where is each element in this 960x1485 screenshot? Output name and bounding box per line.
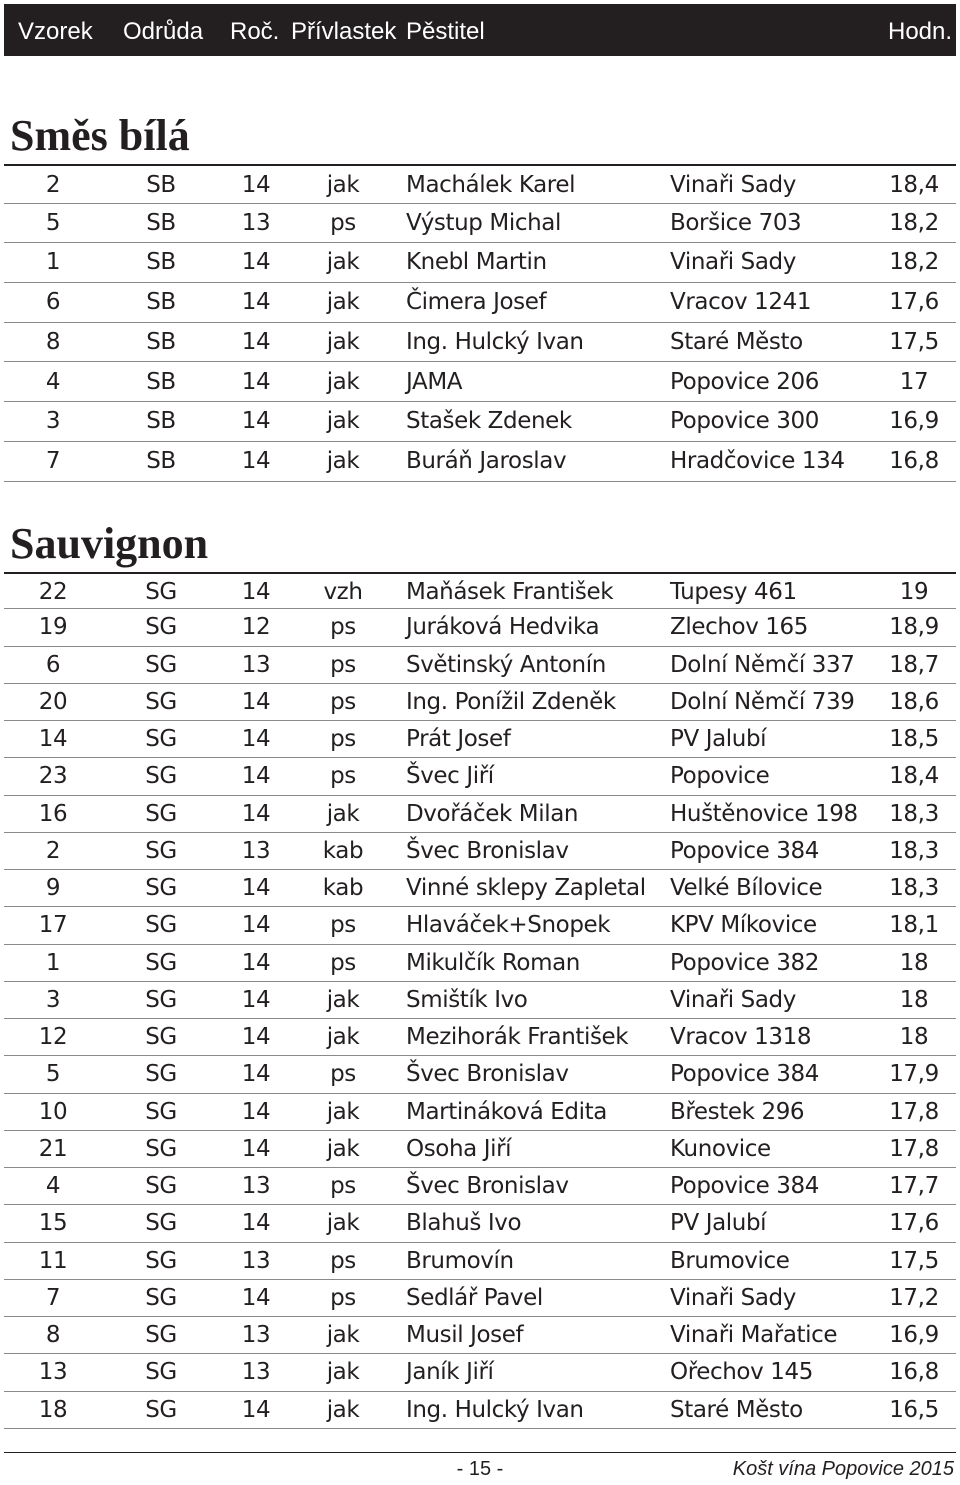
variety-cell: SG xyxy=(145,1173,177,1199)
table-row xyxy=(4,945,956,982)
sample-number-cell: 1 xyxy=(45,249,61,276)
location-cell: Vinaři Sady xyxy=(670,249,796,276)
table-row xyxy=(4,1131,956,1168)
sample-number-cell: 12 xyxy=(38,1024,68,1050)
table-row xyxy=(4,609,956,646)
sample-number-cell: 9 xyxy=(45,875,61,901)
attribute-cell: kab xyxy=(322,875,364,901)
variety-cell: SG xyxy=(145,763,177,790)
vintage-cell: 14 xyxy=(241,328,271,355)
vintage-cell: 14 xyxy=(241,447,271,474)
score-cell: 18,6 xyxy=(889,688,939,715)
vintage-cell: 12 xyxy=(241,614,271,641)
variety-cell: SG xyxy=(145,1210,177,1237)
table-row xyxy=(4,283,956,323)
score-cell: 17,6 xyxy=(889,289,939,316)
location-cell: Popovice 384 xyxy=(670,1061,820,1088)
variety-cell: SG xyxy=(145,912,177,939)
sample-number-cell: 5 xyxy=(45,1061,61,1088)
location-cell: Popovice 382 xyxy=(670,949,820,976)
score-cell: 19 xyxy=(899,579,929,605)
attribute-cell: jak xyxy=(326,172,360,198)
score-cell: 16,8 xyxy=(889,447,939,474)
table-row xyxy=(4,721,956,758)
header-grower: Pěstitel xyxy=(406,18,485,45)
table-row xyxy=(4,323,956,363)
grower-cell: Blahuš Ivo xyxy=(406,1210,522,1237)
grower-cell: Švec Bronislav xyxy=(406,1061,569,1088)
table-row xyxy=(4,1317,956,1354)
grower-cell: Mezihorák František xyxy=(406,1024,629,1050)
header-year: Roč. xyxy=(230,18,280,45)
grower-cell: Dvořáček Milan xyxy=(406,800,579,827)
attribute-cell: ps xyxy=(330,1247,356,1274)
publication-title: Košt vína Popovice 2015 xyxy=(732,1458,954,1480)
variety-cell: SG xyxy=(145,688,177,715)
location-cell: Břestek 296 xyxy=(670,1098,805,1125)
grower-cell: Juráková Hedvika xyxy=(406,614,600,641)
score-cell: 18 xyxy=(899,986,929,1013)
score-cell: 17 xyxy=(899,368,929,395)
sample-number-cell: 17 xyxy=(38,912,68,939)
score-cell: 16,9 xyxy=(889,408,939,435)
vintage-cell: 14 xyxy=(241,726,271,752)
score-cell: 17,2 xyxy=(889,1284,939,1311)
score-cell: 16,9 xyxy=(889,1322,939,1348)
sample-number-cell: 14 xyxy=(38,726,68,752)
score-cell: 17,8 xyxy=(889,1135,939,1162)
sample-number-cell: 10 xyxy=(38,1098,68,1125)
sample-number-cell: 22 xyxy=(38,579,68,605)
attribute-cell: vzh xyxy=(323,579,363,605)
attribute-cell: jak xyxy=(326,1359,360,1386)
attribute-cell: jak xyxy=(326,1098,360,1125)
attribute-cell: ps xyxy=(330,1284,356,1311)
attribute-cell: jak xyxy=(326,249,360,276)
sample-number-cell: 3 xyxy=(45,408,61,435)
page-number: - 15 - xyxy=(456,1458,504,1480)
grower-cell: Machálek Karel xyxy=(406,172,576,198)
variety-cell: SB xyxy=(146,289,176,316)
table-row xyxy=(4,758,956,795)
vintage-cell: 14 xyxy=(241,912,271,939)
attribute-cell: jak xyxy=(326,368,360,395)
attribute-cell: ps xyxy=(330,726,356,752)
variety-cell: SG xyxy=(145,726,177,752)
grower-cell: Stašek Zdenek xyxy=(406,408,572,435)
section-title-smes-bila: Směs bílá xyxy=(10,111,190,160)
section-title-sauvignon: Sauvignon xyxy=(10,519,209,568)
vintage-cell: 13 xyxy=(241,1359,271,1386)
score-cell: 18,3 xyxy=(889,837,939,864)
vintage-cell: 13 xyxy=(241,651,271,678)
location-cell: Popovice xyxy=(670,763,770,790)
location-cell: Vinaři Sady xyxy=(670,1284,796,1311)
sample-number-cell: 18 xyxy=(38,1396,68,1423)
grower-cell: Mikulčík Roman xyxy=(406,949,580,976)
table-row xyxy=(4,647,956,684)
variety-cell: SG xyxy=(145,1061,177,1088)
sample-number-cell: 1 xyxy=(45,949,61,976)
score-cell: 16,8 xyxy=(889,1359,939,1386)
score-cell: 17,9 xyxy=(889,1061,939,1088)
location-cell: Popovice 206 xyxy=(670,368,820,395)
attribute-cell: ps xyxy=(330,1173,356,1199)
vintage-cell: 14 xyxy=(241,172,271,198)
score-cell: 17,8 xyxy=(889,1098,939,1125)
vintage-cell: 13 xyxy=(241,837,271,864)
location-cell: Boršice 703 xyxy=(670,209,802,236)
table-header xyxy=(4,4,956,56)
grower-cell: Sedlář Pavel xyxy=(406,1284,543,1311)
grower-cell: Musil Josef xyxy=(406,1322,524,1348)
table-row xyxy=(4,402,956,442)
attribute-cell: kab xyxy=(322,837,364,864)
location-cell: KPV Míkovice xyxy=(670,912,817,939)
attribute-cell: jak xyxy=(326,1210,360,1237)
table-row xyxy=(4,1205,956,1242)
attribute-cell: ps xyxy=(330,1061,356,1088)
table-row xyxy=(4,1392,956,1429)
table-row xyxy=(4,1243,956,1280)
attribute-cell: jak xyxy=(326,328,360,355)
attribute-cell: jak xyxy=(326,1322,360,1348)
score-cell: 18,2 xyxy=(889,249,939,276)
table-row xyxy=(4,684,956,721)
variety-cell: SG xyxy=(145,949,177,976)
table-row xyxy=(4,1354,956,1391)
table-row xyxy=(4,1056,956,1093)
attribute-cell: ps xyxy=(330,763,356,790)
attribute-cell: jak xyxy=(326,1135,360,1162)
sample-number-cell: 20 xyxy=(38,688,68,715)
sample-number-cell: 23 xyxy=(38,763,68,790)
sample-number-cell: 13 xyxy=(38,1359,68,1386)
variety-cell: SG xyxy=(145,614,177,641)
location-cell: PV Jalubí xyxy=(670,1210,767,1237)
vintage-cell: 14 xyxy=(241,249,271,276)
score-cell: 18,5 xyxy=(889,726,939,752)
score-cell: 18,3 xyxy=(889,875,939,901)
vintage-cell: 14 xyxy=(241,579,271,605)
header-variety: Odrůda xyxy=(123,18,204,45)
sample-number-cell: 5 xyxy=(45,209,61,236)
table-row xyxy=(4,870,956,907)
sample-number-cell: 2 xyxy=(45,837,61,864)
sample-number-cell: 11 xyxy=(38,1247,68,1274)
score-cell: 17,6 xyxy=(889,1210,939,1237)
variety-cell: SG xyxy=(145,1098,177,1125)
sample-number-cell: 6 xyxy=(45,651,61,678)
location-cell: Vracov 1318 xyxy=(670,1024,812,1050)
table-row xyxy=(4,442,956,482)
vintage-cell: 13 xyxy=(241,209,271,236)
vintage-cell: 14 xyxy=(241,1024,271,1050)
variety-cell: SB xyxy=(146,368,176,395)
variety-cell: SB xyxy=(146,408,176,435)
vintage-cell: 13 xyxy=(241,1173,271,1199)
variety-cell: SB xyxy=(146,249,176,276)
vintage-cell: 13 xyxy=(241,1247,271,1274)
score-cell: 18,3 xyxy=(889,800,939,827)
variety-cell: SG xyxy=(145,579,177,605)
variety-cell: SG xyxy=(145,1135,177,1162)
score-cell: 17,7 xyxy=(889,1173,939,1199)
attribute-cell: jak xyxy=(326,1396,360,1423)
attribute-cell: jak xyxy=(326,1024,360,1050)
location-cell: Popovice 300 xyxy=(670,408,820,435)
vintage-cell: 14 xyxy=(241,408,271,435)
variety-cell: SG xyxy=(145,1359,177,1386)
score-cell: 18,4 xyxy=(889,763,939,790)
score-cell: 17,5 xyxy=(889,328,939,355)
score-cell: 16,5 xyxy=(889,1396,939,1423)
attribute-cell: jak xyxy=(326,986,360,1013)
score-cell: 18 xyxy=(899,949,929,976)
grower-cell: Janík Jiří xyxy=(406,1359,494,1386)
location-cell: Zlechov 165 xyxy=(670,614,809,641)
location-cell: Dolní Němčí 739 xyxy=(670,688,855,715)
score-cell: 17,5 xyxy=(889,1247,939,1274)
sample-number-cell: 8 xyxy=(45,1322,61,1348)
variety-cell: SB xyxy=(146,172,176,198)
header-attribute: Přívlastek xyxy=(291,18,397,45)
location-cell: Velké Bílovice xyxy=(670,875,823,901)
table-row xyxy=(4,363,956,403)
location-cell: Tupesy 461 xyxy=(670,579,797,605)
attribute-cell: ps xyxy=(330,209,356,236)
location-cell: Staré Město xyxy=(670,1396,803,1423)
score-cell: 18,2 xyxy=(889,209,939,236)
grower-cell: Výstup Michal xyxy=(406,209,561,236)
grower-cell: Čimera Josef xyxy=(406,289,547,316)
sample-number-cell: 4 xyxy=(45,368,61,395)
table-row xyxy=(4,164,956,204)
attribute-cell: ps xyxy=(330,912,356,939)
table-row xyxy=(4,1280,956,1317)
vintage-cell: 14 xyxy=(241,875,271,901)
grower-cell: Světinský Antonín xyxy=(406,651,606,678)
sample-number-cell: 15 xyxy=(38,1210,68,1237)
grower-cell: Osoha Jiří xyxy=(406,1135,512,1162)
variety-cell: SB xyxy=(146,447,176,474)
sample-number-cell: 7 xyxy=(45,1284,61,1311)
score-cell: 18 xyxy=(899,1024,929,1050)
sample-number-cell: 16 xyxy=(38,800,68,827)
variety-cell: SG xyxy=(145,875,177,901)
location-cell: Staré Město xyxy=(670,328,803,355)
vintage-cell: 13 xyxy=(241,1322,271,1348)
table-row xyxy=(4,982,956,1019)
variety-cell: SG xyxy=(145,800,177,827)
grower-cell: Prát Josef xyxy=(406,726,511,752)
table-row xyxy=(4,204,956,244)
location-cell: Popovice 384 xyxy=(670,1173,820,1199)
location-cell: Popovice 384 xyxy=(670,837,820,864)
vintage-cell: 14 xyxy=(241,1098,271,1125)
grower-cell: Hlaváček+Snopek xyxy=(406,912,611,939)
location-cell: Vinaři Mařatice xyxy=(670,1322,838,1348)
sample-number-cell: 7 xyxy=(45,447,61,474)
score-cell: 18,1 xyxy=(889,912,939,939)
table-row xyxy=(4,1168,956,1205)
grower-cell: Martináková Edita xyxy=(406,1098,607,1125)
attribute-cell: jak xyxy=(326,289,360,316)
grower-cell: JAMA xyxy=(406,368,463,395)
location-cell: Kunovice xyxy=(670,1135,771,1162)
table-row xyxy=(4,243,956,283)
sample-number-cell: 8 xyxy=(45,328,61,355)
variety-cell: SG xyxy=(145,1322,177,1348)
grower-cell: Ing. Hulcký Ivan xyxy=(406,1396,584,1423)
vintage-cell: 14 xyxy=(241,1284,271,1311)
variety-cell: SB xyxy=(146,328,176,355)
grower-cell: Ing. Ponížil Zdeněk xyxy=(406,688,616,715)
footer-divider xyxy=(4,1452,956,1453)
score-cell: 18,4 xyxy=(889,172,939,198)
location-cell: Vinaři Sady xyxy=(670,986,796,1013)
location-cell: Ořechov 145 xyxy=(670,1359,813,1386)
location-cell: Dolní Němčí 337 xyxy=(670,651,855,678)
table-row xyxy=(4,1094,956,1131)
attribute-cell: jak xyxy=(326,408,360,435)
table-row xyxy=(4,796,956,833)
vintage-cell: 14 xyxy=(241,800,271,827)
grower-cell: Smištík Ivo xyxy=(406,986,528,1013)
variety-cell: SG xyxy=(145,1396,177,1423)
location-cell: Vracov 1241 xyxy=(670,289,812,316)
table-row xyxy=(4,833,956,870)
score-cell: 18,9 xyxy=(889,614,939,641)
location-cell: Huštěnovice 198 xyxy=(670,800,858,827)
header-score: Hodn. xyxy=(888,18,953,45)
vintage-cell: 14 xyxy=(241,1135,271,1162)
vintage-cell: 14 xyxy=(241,949,271,976)
vintage-cell: 14 xyxy=(241,1061,271,1088)
location-cell: Brumovice xyxy=(670,1247,790,1274)
variety-cell: SG xyxy=(145,837,177,864)
vintage-cell: 14 xyxy=(241,986,271,1013)
sample-number-cell: 3 xyxy=(45,986,61,1013)
variety-cell: SG xyxy=(145,651,177,678)
location-cell: Vinaři Sady xyxy=(670,172,796,198)
header-sample: Vzorek xyxy=(18,18,93,45)
grower-cell: Brumovín xyxy=(406,1247,514,1274)
attribute-cell: ps xyxy=(330,688,356,715)
score-cell: 18,7 xyxy=(889,651,939,678)
attribute-cell: jak xyxy=(326,447,360,474)
sample-number-cell: 4 xyxy=(45,1173,61,1199)
attribute-cell: ps xyxy=(330,949,356,976)
vintage-cell: 14 xyxy=(241,368,271,395)
vintage-cell: 14 xyxy=(241,688,271,715)
attribute-cell: ps xyxy=(330,651,356,678)
variety-cell: SG xyxy=(145,1284,177,1311)
vintage-cell: 14 xyxy=(241,289,271,316)
table-row xyxy=(4,907,956,944)
grower-cell: Švec Bronislav xyxy=(406,1173,569,1199)
sample-number-cell: 6 xyxy=(45,289,61,316)
grower-cell: Knebl Martin xyxy=(406,249,547,276)
table-row xyxy=(4,1019,956,1056)
table-row xyxy=(4,572,956,609)
variety-cell: SG xyxy=(145,1024,177,1050)
grower-cell: Švec Bronislav xyxy=(406,837,569,864)
attribute-cell: ps xyxy=(330,614,356,641)
grower-cell: Maňásek František xyxy=(406,579,614,605)
location-cell: PV Jalubí xyxy=(670,726,767,752)
sample-number-cell: 19 xyxy=(38,614,68,641)
location-cell: Hradčovice 134 xyxy=(670,447,845,474)
variety-cell: SB xyxy=(146,209,176,236)
grower-cell: Buráň Jaroslav xyxy=(406,447,567,474)
sample-number-cell: 21 xyxy=(38,1135,68,1162)
variety-cell: SG xyxy=(145,1247,177,1274)
variety-cell: SG xyxy=(145,986,177,1013)
grower-cell: Ing. Hulcký Ivan xyxy=(406,328,584,355)
grower-cell: Švec Jiří xyxy=(406,763,494,790)
attribute-cell: jak xyxy=(326,800,360,827)
grower-cell: Vinné sklepy Zapletal xyxy=(406,875,646,901)
vintage-cell: 14 xyxy=(241,1396,271,1423)
sample-number-cell: 2 xyxy=(45,172,61,198)
vintage-cell: 14 xyxy=(241,763,271,790)
vintage-cell: 14 xyxy=(241,1210,271,1237)
